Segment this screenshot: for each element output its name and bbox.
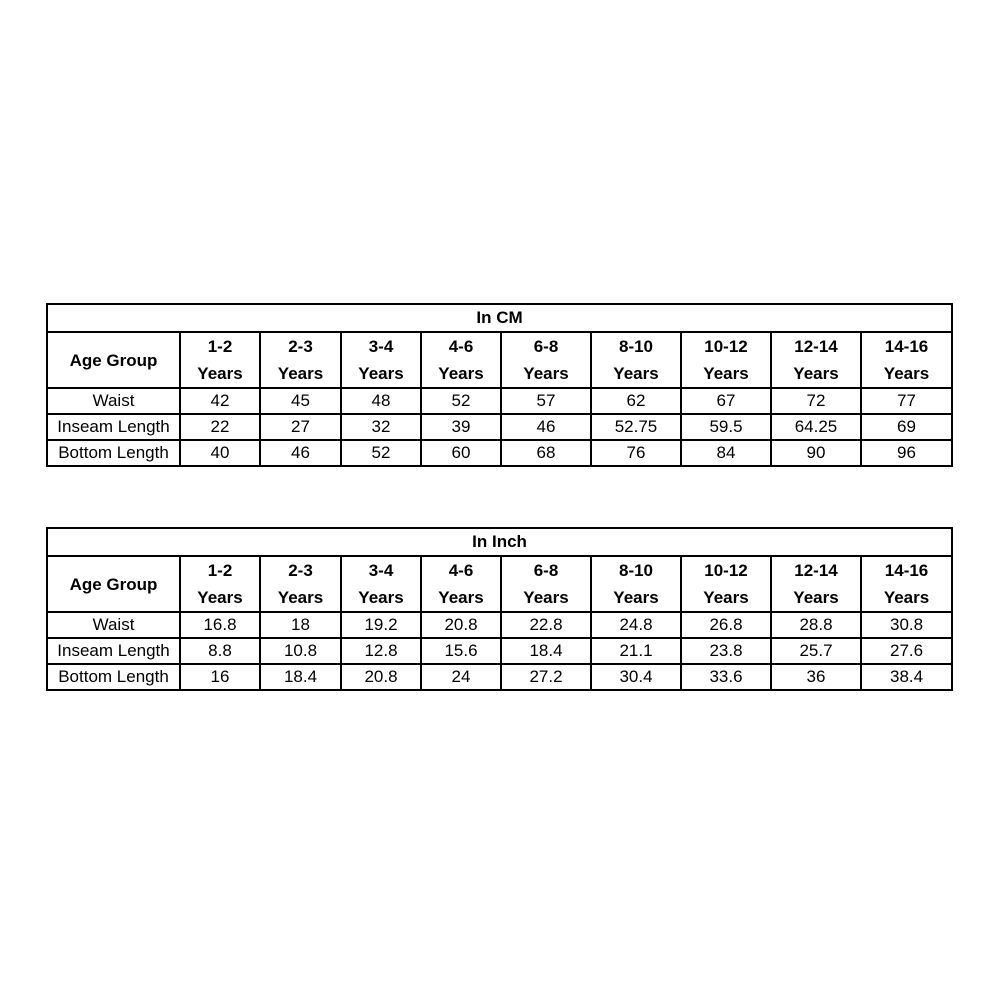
table-cell: 33.6 — [681, 664, 771, 690]
table-cell: 39 — [421, 414, 501, 440]
table-cell: 69 — [861, 414, 952, 440]
table-cell: 16 — [180, 664, 260, 690]
column-header — [681, 332, 771, 388]
table-cell: 52 — [421, 388, 501, 414]
age-range: 6-8 — [533, 337, 559, 356]
row-label: Bottom Length — [47, 664, 180, 690]
table-cell: 76 — [591, 440, 681, 466]
table-cell: 57 — [501, 388, 591, 414]
table-cell: 60 — [421, 440, 501, 466]
table-cell: 36 — [771, 664, 861, 690]
table-cell: 38.4 — [861, 664, 952, 690]
row-label: Waist — [47, 612, 180, 638]
age-unit: Years — [438, 588, 484, 607]
table-cell: 30.4 — [591, 664, 681, 690]
age-unit: Years — [703, 588, 749, 607]
table-cell: 67 — [681, 388, 771, 414]
column-header — [421, 556, 501, 612]
age-group-header: Age Group — [47, 556, 180, 612]
age-unit: Years — [793, 588, 839, 607]
table-cell: 20.8 — [421, 612, 501, 638]
column-header — [501, 332, 591, 388]
table-cell: 46 — [501, 414, 591, 440]
table-cell: 24 — [421, 664, 501, 690]
column-header — [681, 556, 771, 612]
table-cell: 20.8 — [341, 664, 421, 690]
table-cell: 52 — [341, 440, 421, 466]
table-cell: 25.7 — [771, 638, 861, 664]
table-row — [47, 414, 952, 440]
table-cell: 28.8 — [771, 612, 861, 638]
table-cell: 64.25 — [771, 414, 861, 440]
column-header — [260, 556, 341, 612]
age-range: 14-16 — [884, 561, 929, 580]
table-cell: 22 — [180, 414, 260, 440]
size-table-cm — [46, 303, 953, 467]
table-cell: 72 — [771, 388, 861, 414]
age-range: 6-8 — [533, 561, 559, 580]
size-table-inch — [46, 527, 953, 691]
age-range: 3-4 — [368, 337, 394, 356]
age-range: 1-2 — [207, 561, 233, 580]
column-header — [591, 332, 681, 388]
column-header — [501, 556, 591, 612]
table-cell: 30.8 — [861, 612, 952, 638]
table-title: In Inch — [47, 528, 952, 556]
table-cell: 27.6 — [861, 638, 952, 664]
age-unit: Years — [523, 364, 569, 383]
table-cell: 12.8 — [341, 638, 421, 664]
age-unit: Years — [613, 364, 659, 383]
age-unit: Years — [793, 364, 839, 383]
table-cell: 62 — [591, 388, 681, 414]
table-cell: 19.2 — [341, 612, 421, 638]
table-header-row — [47, 556, 952, 612]
table-cell: 23.8 — [681, 638, 771, 664]
age-unit: Years — [523, 588, 569, 607]
table-row — [47, 388, 952, 414]
column-header — [180, 332, 260, 388]
table-cell: 59.5 — [681, 414, 771, 440]
table-cell: 40 — [180, 440, 260, 466]
table-cell: 18 — [260, 612, 341, 638]
age-range: 1-2 — [207, 337, 233, 356]
age-unit: Years — [358, 364, 404, 383]
age-range: 4-6 — [448, 561, 474, 580]
row-label: Bottom Length — [47, 440, 180, 466]
table-cell: 90 — [771, 440, 861, 466]
age-unit: Years — [277, 364, 324, 383]
table-cell: 68 — [501, 440, 591, 466]
row-label: Inseam Length — [47, 414, 180, 440]
table-cell: 27 — [260, 414, 341, 440]
age-unit: Years — [277, 588, 324, 607]
age-unit: Years — [358, 588, 404, 607]
age-range: 10-12 — [704, 337, 748, 356]
age-unit: Years — [703, 364, 749, 383]
table-row — [47, 612, 952, 638]
age-unit: Years — [613, 588, 659, 607]
table-cell: 24.8 — [591, 612, 681, 638]
age-range: 2-3 — [288, 337, 313, 356]
table-title-row — [47, 528, 952, 556]
column-header — [341, 332, 421, 388]
table-cell: 10.8 — [260, 638, 341, 664]
row-label: Inseam Length — [47, 638, 180, 664]
table-header-row — [47, 332, 952, 388]
age-unit: Years — [197, 364, 243, 383]
table-cell: 27.2 — [501, 664, 591, 690]
table-title-row — [47, 304, 952, 332]
age-range: 2-3 — [288, 561, 313, 580]
table-cell: 52.75 — [591, 414, 681, 440]
table-cell: 96 — [861, 440, 952, 466]
table-cell: 77 — [861, 388, 952, 414]
table-row — [47, 664, 952, 690]
table-cell: 26.8 — [681, 612, 771, 638]
table-cell: 45 — [260, 388, 341, 414]
table-cell: 84 — [681, 440, 771, 466]
table-cell: 21.1 — [591, 638, 681, 664]
age-range: 10-12 — [704, 561, 748, 580]
age-range: 12-14 — [794, 337, 838, 356]
table-title: In CM — [47, 304, 952, 332]
age-unit: Years — [883, 364, 930, 383]
column-header — [341, 556, 421, 612]
age-range: 14-16 — [884, 337, 929, 356]
column-header — [421, 332, 501, 388]
age-range: 12-14 — [794, 561, 838, 580]
row-label: Waist — [47, 388, 180, 414]
table-cell: 32 — [341, 414, 421, 440]
table-cell: 8.8 — [180, 638, 260, 664]
table-cell: 22.8 — [501, 612, 591, 638]
age-unit: Years — [197, 588, 243, 607]
table-cell: 16.8 — [180, 612, 260, 638]
column-header — [180, 556, 260, 612]
table-cell: 18.4 — [501, 638, 591, 664]
table-row — [47, 440, 952, 466]
table-cell: 42 — [180, 388, 260, 414]
column-header — [771, 556, 861, 612]
table-cell: 46 — [260, 440, 341, 466]
table-cell: 18.4 — [260, 664, 341, 690]
age-unit: Years — [883, 588, 930, 607]
table-row — [47, 638, 952, 664]
table-cell: 48 — [341, 388, 421, 414]
column-header — [771, 332, 861, 388]
column-header — [260, 332, 341, 388]
table-cell: 15.6 — [421, 638, 501, 664]
age-group-header: Age Group — [47, 332, 180, 388]
column-header — [861, 556, 952, 612]
age-range: 4-6 — [448, 337, 474, 356]
age-range: 8-10 — [618, 561, 654, 580]
age-range: 3-4 — [368, 561, 394, 580]
age-unit: Years — [438, 364, 484, 383]
column-header — [591, 556, 681, 612]
column-header — [861, 332, 952, 388]
age-range: 8-10 — [618, 337, 654, 356]
